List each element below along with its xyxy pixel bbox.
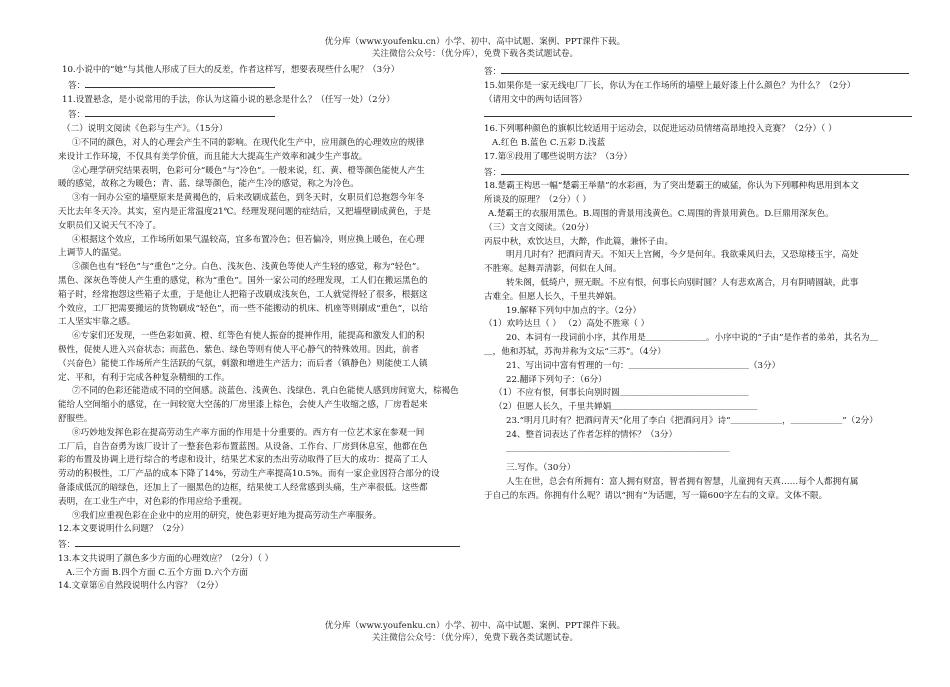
answer-label: 答： — [68, 110, 86, 121]
text-line: 天比去年冬天冷。其实，室内是正常温度21℃。经理发现问题的症结后，又把墙壁刷成黄色，于是 — [58, 206, 431, 217]
text-line: 女职员们又说天气不冷了。 — [58, 220, 162, 231]
text-line: 丙辰中秋，欢饮达旦，大醉，作此篇，兼怀子由。 — [484, 236, 674, 247]
text-line: 个效应，工厂把需要搬运的货物刷成“轻色”，而一些不能搬动的机床、机座等则刷成“重色”，以给 — [58, 303, 428, 314]
text-line: 20、本词有一段词前小序，其作用是＿＿＿＿＿＿＿。小序中说的“子由”是作者的弟弟，其名为＿ — [506, 333, 879, 344]
answer-label: 答： — [68, 80, 86, 91]
text-line: （1）不应有恨，何事长向别时圆＿＿＿＿＿＿＿＿＿＿＿＿＿＿＿ — [494, 388, 749, 399]
footer-line-1: 优分库（www.youfenku.cn）小学、初中、高中试题、案例、PPT课件下载。 — [324, 621, 626, 631]
answer-line — [58, 78, 468, 94]
answer-blank — [501, 64, 909, 74]
text-line: 工厂后，自告奋勇为该厂设计了一整套色彩布置蓝图。从设备、工作台、厂房到休息室，他都在色 — [58, 441, 428, 452]
text-line: 所谈及的原理？（2分）（ ） — [484, 195, 592, 206]
text-line: 17.第⑧段用了哪些说明方法？（3分） — [484, 151, 633, 162]
text-line: A.三个方面 B.四个方面 C.五个方面 D.六个方面 — [66, 567, 248, 578]
text-line: （1）欢吟达旦（ ） （2）高处不胜寒（ ） — [484, 319, 650, 330]
page-header — [0, 37, 950, 60]
text-line: 18.楚霸王构思一幅“楚霸王举鼎”的水彩画，为了突出楚霸王的威猛，你认为下列哪种构思用到本文 — [484, 181, 859, 192]
text-line: 转朱阁，低绮户，照无眠。不应有恨，何事长向别时圆？人有悲欢离合，月有阴晴圆缺，此事 — [506, 277, 859, 288]
answer-label: 答： — [484, 167, 502, 178]
text-line: ④根据这个效应，工作场所如果气温较高，宜多布置冷色；但若偏冷，则应换上暖色，在心理 — [72, 234, 425, 245]
text-line: 黑色、深灰色等使人产生重的感觉，称为“重色”。国外一家公司的经理发现，工人们在搬运黑色的 — [58, 275, 428, 286]
text-line: 23.“明月几时有？把酒问青天”化用了李白《把酒问月》诗“＿＿＿＿＿＿，＿＿＿＿＿＿”（2分） — [506, 415, 878, 426]
text-line: ③有一间办公室的墙壁原来是黄褐色的，后来改刷成蓝色，到冬天时，女职员们总抱怨今年冬 — [72, 193, 425, 204]
text-line: 明月几时有？把酒问青天。不知天上宫阙，今夕是何年。我欲乘风归去，又恐琼楼玉宇，高处 — [506, 250, 859, 261]
text-line: 工人坚实牢靠之感。 — [58, 317, 136, 328]
text-line: 不胜寒。起舞弄清影，何似在人间。 — [484, 264, 622, 275]
answer-blank — [484, 107, 912, 117]
text-line: ⑨我们应重视色彩在企业中的应用的研究，使色彩更好地为提高劳动生产率服务。 — [72, 510, 382, 521]
text-line: 人生在世，总会有所拥有：富人拥有财富，智者拥有智慧，儿童拥有天真……每个人都拥有属 — [506, 477, 859, 488]
answer-label: 答： — [58, 540, 76, 551]
text-line: 于自己的东西。你拥有什么呢？请以“拥有”为话题，写一篇600字左右的文章。文体不限。 — [484, 490, 828, 501]
header-line-2: 关注微信公众号：（优分库），免费下载各类试题试卷。 — [371, 48, 579, 59]
text-line: 21、写出词中富有哲理的一句：＿＿＿＿＿＿＿＿＿＿＿＿＿＿（3分） — [506, 360, 781, 371]
text-line: ⑥专家们还发现，一些色彩如黄、橙、红等色有使人振奋的提神作用，能提高和激发人们的积 — [72, 331, 425, 342]
text-line: 19.解释下列句中加点的字。（2分） — [506, 305, 642, 316]
answer-line — [484, 165, 916, 181]
text-line: ＿，他和苏轼，苏洵并称为文坛“三苏”。（4分） — [484, 346, 666, 357]
text-line: 13.本文共说明了颜色多少方面的心理效应？（2分）（ ） — [58, 553, 274, 564]
text-line: 24、整首词表达了作者怎样的情怀？（3分） — [506, 429, 678, 440]
footer-line-2: 关注微信公众号：（优分库），免费下载各类试题试卷。 — [371, 632, 579, 643]
text-line: 14.文章第⑥自然段说明什么内容？（2分） — [58, 581, 224, 592]
text-line: 彩的布置及协调上进行综合的考虑和设计，结果艺术家的杰出劳动取得了巨大的成功：提高了工人 — [58, 455, 428, 466]
text-line: 11.设置悬念，是小说常用的手法，你认为这篇小说的悬念是什么？（任写一处）（2分） — [62, 94, 395, 105]
section-heading: （二）说明文阅读《色彩与生产》。（15分） — [62, 124, 228, 135]
answer-blank — [75, 537, 460, 547]
text-line: ⑤颜色也有“轻色”与“重色”之分。白色、浅灰色、浅黄色等使人产生轻的感觉，称为“轻色”。 — [72, 262, 425, 273]
text-line: （请用文中的两句话回答） — [484, 94, 588, 105]
text-line: ⑦不同的色彩还能造成不同的空间感。淡蓝色、浅黄色、浅绿色、乳白色能使人感到房间宽大，棕褐色 — [72, 386, 459, 397]
text-line: 来设计工作环境，不仅具有美学价值，而且能大大提高生产效率和减少生产事故。 — [58, 151, 368, 162]
text-line: （2）但愿人长久，千里共婵娟＿＿＿＿＿＿＿＿＿＿＿＿＿＿＿＿＿ — [494, 402, 758, 413]
text-line: （兴奋色）能使工作场所产生活跃的气氛，刺激和增进生产活力；而后者（镇静色）则能使工人镇 — [58, 358, 428, 369]
text-line: 16.下列哪种颜色的旗帜比较适用于运动会，以促进运动员情绪高昂地投入竞赛？（2分）（ ） — [484, 124, 837, 135]
header-line-1: 优分库（www.youfenku.cn）小学、初中、高中试题、案例、PPT课件下载。 — [324, 37, 626, 47]
blank-line-row — [484, 107, 916, 123]
text-line: 能给人空间缩小的感觉，在一间较宽大空荡的厂房里漆上棕色，会使人产生收缩之感，厂房看起来 — [58, 400, 428, 411]
left-column — [58, 64, 468, 594]
text-line: 备漆成低沉的暗绿色，还加上了一圈黑色的边框，结果使工人经常感到头痛，生产率很低。这些都 — [58, 482, 428, 493]
text-line: A.红色 B.蓝色 C.五彩 D.浅蓝 — [492, 137, 606, 148]
text-line: ⑧巧妙地发挥色彩在提高劳动生产率方面的作用是十分重要的。西方有一位艺术家在参观一间 — [72, 427, 425, 438]
text-line: 10.小说中的“她”与其他人形成了巨大的反差，作者这样写，想要表现些什么呢？（3分） — [62, 65, 400, 75]
page-footer — [0, 621, 950, 644]
text-line: ＿＿＿＿＿＿＿＿＿＿＿＿＿＿＿＿＿＿＿＿＿＿＿＿＿＿ — [506, 443, 730, 454]
answer-line — [58, 537, 468, 553]
text-line: 劳动的积极性，工厂产品的成本下降了14%，劳动生产率提高10.5%。而有一家企业因符合部分的设 — [58, 469, 440, 480]
text-line: 箱子时，经常抱怨这些箱子太重，于是他让人把箱子改刷成浅灰色，工人就觉得轻了很多，根据这 — [58, 289, 428, 300]
text-line: 15.如果你是一家无线电厂厂长，你认为在工作场所的墙壁上最好漆上什么颜色？为什么？（2分） — [484, 80, 856, 91]
answer-blank — [85, 107, 275, 117]
text-line: 上调节人的温觉。 — [58, 248, 127, 259]
text-line: 12.本文要说明什么问题？（2分） — [58, 524, 189, 535]
section-heading: （三）文言文阅读。（20分） — [484, 222, 594, 233]
answer-line — [484, 64, 916, 80]
right-column — [484, 64, 916, 504]
text-line: 表明，在工业生产中，对色彩的作用应给予重视。 — [58, 496, 248, 507]
text-line: 古难全。但愿人长久，千里共婵娟。 — [484, 291, 622, 302]
text-line: ②心理学研究结果表明，色彩可分“暖色”与“冷色”。一般来说，红、黄、橙等颜色能使人产生 — [72, 165, 425, 176]
text-line: 暖的感觉，故称之为暖色；青、蓝、绿等颜色，能产生冷的感觉，称之为冷色。 — [58, 179, 359, 190]
answer-line — [58, 107, 468, 123]
text-line: ①不同的颜色，对人的心理会产生不同的影响。在现代化生产中，应用颜色的心理效应的规律 — [72, 137, 425, 148]
answer-blank — [85, 78, 275, 88]
text-line: 舒服些。 — [58, 413, 93, 424]
text-line: 定、平和，有利于完成各种复杂精细的工作。 — [58, 372, 230, 383]
text-line: 极性，促使人进入兴奋状态；而蓝色、紫色、绿色等则有使人平心静气的特殊效用。因此，前者 — [58, 344, 419, 355]
answer-label: 答： — [484, 67, 502, 77]
text-line: 22.翻译下列句子：（6分） — [506, 374, 607, 385]
text-line: A.楚霸王的衣服用黑色。B.周围的背景用浅黄色。C.周围的背景用黄色。D.巨鼎用深灰色。 — [488, 208, 834, 219]
answer-blank — [501, 165, 909, 175]
section-heading: 三.写作。（30分） — [506, 463, 576, 474]
